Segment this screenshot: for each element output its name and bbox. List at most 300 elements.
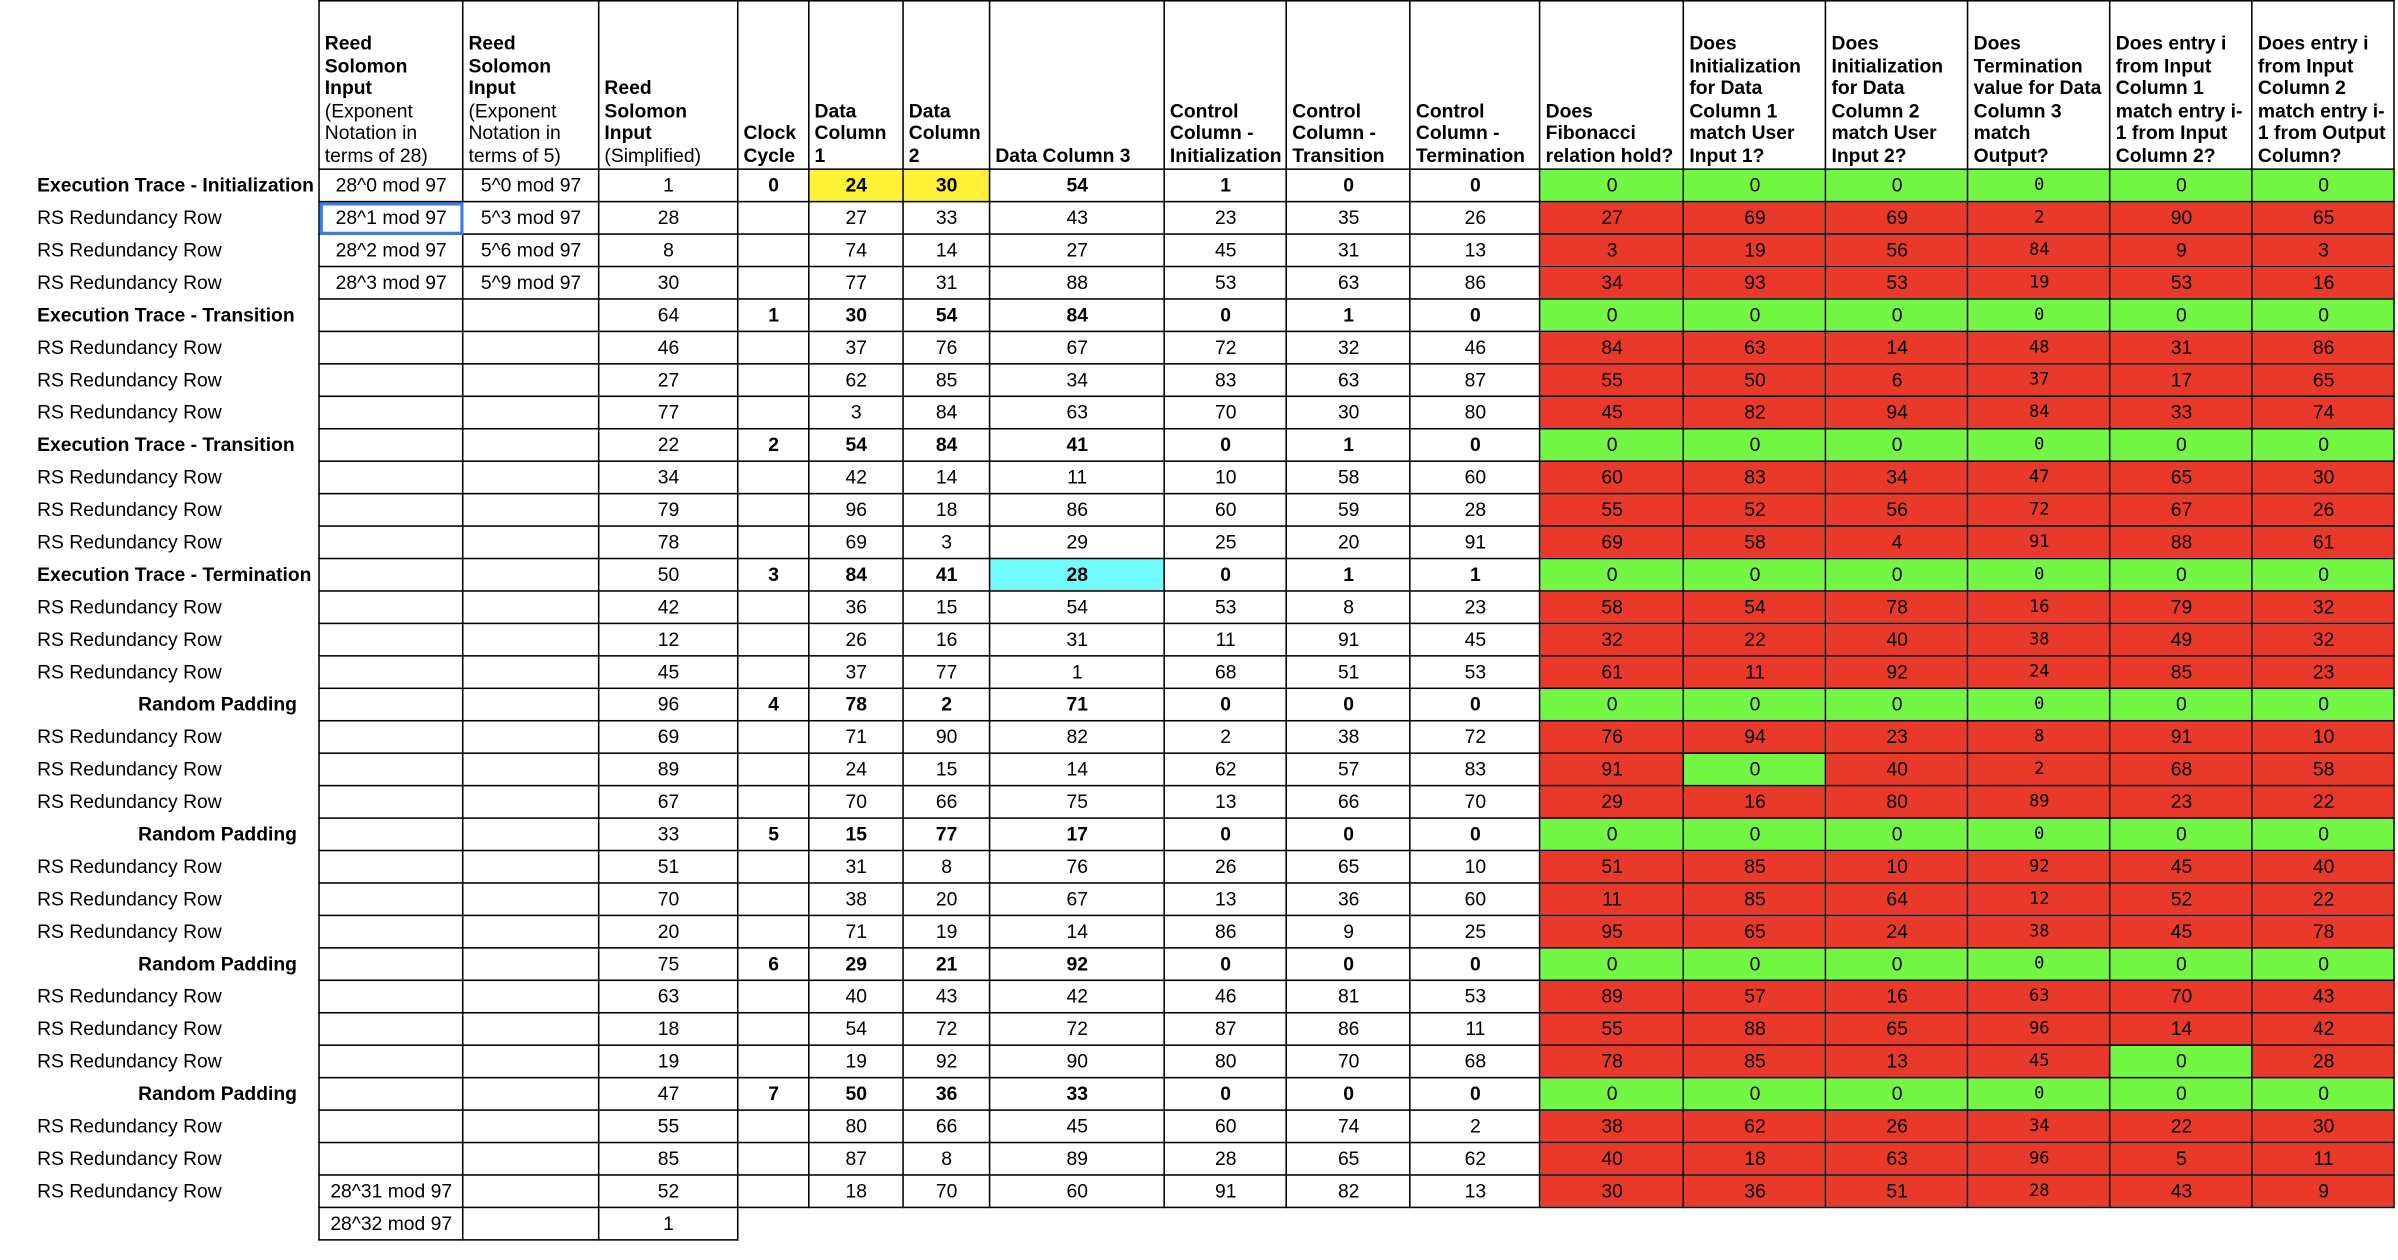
data-col-1-cell[interactable]: 24	[809, 753, 903, 785]
data-col-1-cell[interactable]: 38	[809, 883, 903, 915]
clock-cycle-cell[interactable]	[738, 364, 809, 396]
control-termination-cell[interactable]: 0	[1410, 1078, 1540, 1110]
rs-exp5-cell[interactable]	[463, 429, 599, 461]
control-init-cell[interactable]: 26	[1164, 851, 1286, 883]
check-init-1-cell[interactable]: 85	[1684, 1045, 1826, 1077]
control-init-cell[interactable]: 10	[1164, 461, 1286, 493]
data-col-3-cell[interactable]: 27	[990, 234, 1165, 266]
control-transition-cell[interactable]: 74	[1287, 1110, 1411, 1142]
rs-exp5-cell[interactable]	[463, 623, 599, 655]
rs-simplified-cell[interactable]: 79	[599, 494, 738, 526]
check-copy-2-cell[interactable]: 0	[2253, 948, 2395, 980]
data-col-3-cell[interactable]: 34	[990, 364, 1165, 396]
control-termination-cell[interactable]: 0	[1410, 169, 1540, 201]
header-check-init-1[interactable]: Does Initialization for Data Column 1 match User Input 1?	[1684, 1, 1826, 169]
control-transition-cell[interactable]: 0	[1287, 169, 1411, 201]
rs-exp5-cell[interactable]	[463, 786, 599, 818]
check-fibonacci-cell[interactable]: 3	[1540, 234, 1684, 266]
rs-exp28-cell[interactable]	[319, 656, 463, 688]
check-init-2-cell[interactable]: 10	[1826, 851, 1968, 883]
check-termination-cell[interactable]: 37	[1968, 364, 2110, 396]
data-col-3-cell[interactable]: 1	[990, 656, 1165, 688]
rs-simplified-cell[interactable]: 78	[599, 526, 738, 558]
rs-simplified-cell[interactable]: 46	[599, 331, 738, 363]
rs-simplified-cell[interactable]: 63	[599, 980, 738, 1012]
check-init-1-cell[interactable]: 69	[1684, 202, 1826, 234]
rs-exp28-cell[interactable]	[319, 1045, 463, 1077]
check-init-2-cell[interactable]: 92	[1826, 656, 1968, 688]
check-termination-cell[interactable]: 72	[1968, 494, 2110, 526]
check-init-1-cell[interactable]: 63	[1684, 331, 1826, 363]
rs-simplified-cell[interactable]: 18	[599, 1013, 738, 1045]
check-termination-cell[interactable]: 2	[1968, 753, 2110, 785]
clock-cycle-cell[interactable]	[738, 1175, 809, 1207]
data-col-2-cell[interactable]: 85	[903, 364, 990, 396]
control-termination-cell[interactable]: 10	[1410, 851, 1540, 883]
check-fibonacci-cell[interactable]: 32	[1540, 623, 1684, 655]
control-init-cell[interactable]: 46	[1164, 980, 1286, 1012]
check-init-2-cell[interactable]: 78	[1826, 591, 1968, 623]
data-col-2-cell[interactable]: 33	[903, 202, 990, 234]
check-copy-1-cell[interactable]: 45	[2110, 851, 2252, 883]
check-termination-cell[interactable]: 24	[1968, 656, 2110, 688]
clock-cycle-cell[interactable]: 3	[738, 559, 809, 591]
header-clock-cycle[interactable]: Clock Cycle	[738, 1, 809, 169]
check-init-2-cell[interactable]: 6	[1826, 364, 1968, 396]
data-col-2-cell[interactable]: 72	[903, 1013, 990, 1045]
check-fibonacci-cell[interactable]: 40	[1540, 1143, 1684, 1175]
control-init-cell[interactable]: 80	[1164, 1045, 1286, 1077]
check-init-2-cell[interactable]: 56	[1826, 234, 1968, 266]
check-copy-2-cell[interactable]: 0	[2253, 1078, 2395, 1110]
check-termination-cell[interactable]: 16	[1968, 591, 2110, 623]
check-copy-1-cell[interactable]: 65	[2110, 461, 2252, 493]
data-col-2-cell[interactable]: 8	[903, 1143, 990, 1175]
clock-cycle-cell[interactable]: 1	[738, 299, 809, 331]
data-col-3-cell[interactable]: 72	[990, 1013, 1165, 1045]
control-transition-cell[interactable]: 31	[1287, 234, 1411, 266]
control-transition-cell[interactable]: 63	[1287, 267, 1411, 299]
rs-exp5-cell[interactable]: 5^9 mod 97	[463, 267, 599, 299]
data-col-2-cell[interactable]: 14	[903, 461, 990, 493]
control-transition-cell[interactable]: 1	[1287, 299, 1411, 331]
data-col-2-cell[interactable]: 66	[903, 786, 990, 818]
control-termination-cell[interactable]: 26	[1410, 202, 1540, 234]
rs-exp5-cell[interactable]	[463, 656, 599, 688]
check-copy-1-cell[interactable]: 0	[2110, 169, 2252, 201]
check-init-1-cell[interactable]: 85	[1684, 851, 1826, 883]
header-rs-exp5[interactable]: Reed Solomon Input (Exponent Notation in terms of 5)	[463, 1, 599, 169]
clock-cycle-cell[interactable]	[738, 234, 809, 266]
check-copy-1-cell[interactable]: 88	[2110, 526, 2252, 558]
check-init-1-cell[interactable]: 85	[1684, 883, 1826, 915]
data-col-1-cell[interactable]: 87	[809, 1143, 903, 1175]
control-termination-cell[interactable]: 83	[1410, 753, 1540, 785]
control-transition-cell[interactable]: 30	[1287, 396, 1411, 428]
clock-cycle-cell[interactable]	[738, 883, 809, 915]
check-termination-cell[interactable]: 89	[1968, 786, 2110, 818]
rs-simplified-cell[interactable]: 19	[599, 1045, 738, 1077]
check-fibonacci-cell[interactable]: 0	[1540, 299, 1684, 331]
clock-cycle-cell[interactable]	[738, 851, 809, 883]
rs-exp5-cell[interactable]	[463, 883, 599, 915]
data-col-3-cell[interactable]: 29	[990, 526, 1165, 558]
rs-exp5-cell[interactable]	[463, 299, 599, 331]
control-init-cell[interactable]: 53	[1164, 267, 1286, 299]
check-copy-1-cell[interactable]: 23	[2110, 786, 2252, 818]
control-termination-cell[interactable]: 91	[1410, 526, 1540, 558]
check-copy-2-cell[interactable]: 0	[2253, 818, 2395, 850]
data-col-1-cell[interactable]: 70	[809, 786, 903, 818]
check-copy-1-cell[interactable]: 43	[2110, 1175, 2252, 1207]
check-fibonacci-cell[interactable]: 60	[1540, 461, 1684, 493]
check-init-2-cell[interactable]: 13	[1826, 1045, 1968, 1077]
control-transition-cell[interactable]: 1	[1287, 559, 1411, 591]
clock-cycle-cell[interactable]	[738, 786, 809, 818]
control-init-cell[interactable]: 62	[1164, 753, 1286, 785]
control-transition-cell[interactable]: 20	[1287, 526, 1411, 558]
data-col-3-cell[interactable]: 76	[990, 851, 1165, 883]
control-transition-cell[interactable]: 65	[1287, 851, 1411, 883]
clock-cycle-cell[interactable]: 7	[738, 1078, 809, 1110]
rs-exp28-cell[interactable]	[319, 396, 463, 428]
clock-cycle-cell[interactable]	[738, 721, 809, 753]
check-fibonacci-cell[interactable]: 55	[1540, 364, 1684, 396]
header-data-col-1[interactable]: Data Column 1	[809, 1, 903, 169]
data-col-3-cell[interactable]: 92	[990, 948, 1165, 980]
check-init-1-cell[interactable]: 88	[1684, 1013, 1826, 1045]
rs-simplified-cell[interactable]: 20	[599, 915, 738, 947]
control-transition-cell[interactable]: 32	[1287, 331, 1411, 363]
check-copy-1-cell[interactable]: 90	[2110, 202, 2252, 234]
data-col-2-cell[interactable]: 30	[903, 169, 990, 201]
check-fibonacci-cell[interactable]: 30	[1540, 1175, 1684, 1207]
control-transition-cell[interactable]: 35	[1287, 202, 1411, 234]
data-col-2-cell[interactable]: 54	[903, 299, 990, 331]
control-termination-cell[interactable]: 2	[1410, 1110, 1540, 1142]
data-col-2-cell[interactable]: 76	[903, 331, 990, 363]
check-init-1-cell[interactable]: 93	[1684, 267, 1826, 299]
data-col-1-cell[interactable]: 19	[809, 1045, 903, 1077]
rs-exp5-cell[interactable]	[463, 915, 599, 947]
check-copy-2-cell[interactable]: 22	[2253, 883, 2395, 915]
rs-simplified-cell[interactable]: 1	[599, 169, 738, 201]
rs-simplified-cell[interactable]: 27	[599, 364, 738, 396]
data-col-2-cell[interactable]: 2	[903, 688, 990, 720]
data-col-2-cell[interactable]: 66	[903, 1110, 990, 1142]
data-col-3-cell[interactable]: 60	[990, 1175, 1165, 1207]
rs-exp28-cell[interactable]	[319, 851, 463, 883]
check-termination-cell[interactable]: 38	[1968, 623, 2110, 655]
check-init-1-cell[interactable]: 62	[1684, 1110, 1826, 1142]
clock-cycle-cell[interactable]: 0	[738, 169, 809, 201]
rs-exp5-cell[interactable]: 5^0 mod 97	[463, 169, 599, 201]
check-fibonacci-cell[interactable]: 0	[1540, 429, 1684, 461]
control-termination-cell[interactable]: 86	[1410, 267, 1540, 299]
check-copy-1-cell[interactable]: 70	[2110, 980, 2252, 1012]
check-termination-cell[interactable]: 96	[1968, 1143, 2110, 1175]
check-termination-cell[interactable]: 84	[1968, 234, 2110, 266]
check-init-2-cell[interactable]: 4	[1826, 526, 1968, 558]
check-init-2-cell[interactable]: 24	[1826, 915, 1968, 947]
data-col-3-cell[interactable]: 31	[990, 623, 1165, 655]
check-copy-2-cell[interactable]: 10	[2253, 721, 2395, 753]
check-copy-2-cell[interactable]: 0	[2253, 299, 2395, 331]
control-termination-cell[interactable]: 70	[1410, 786, 1540, 818]
check-fibonacci-cell[interactable]: 0	[1540, 559, 1684, 591]
clock-cycle-cell[interactable]	[738, 753, 809, 785]
rs-exp5-cell[interactable]	[463, 1078, 599, 1110]
data-col-3-cell[interactable]: 67	[990, 331, 1165, 363]
rs-simplified-cell[interactable]: 64	[599, 299, 738, 331]
rs-exp28-cell[interactable]	[319, 818, 463, 850]
check-init-1-cell[interactable]: 54	[1684, 591, 1826, 623]
clock-cycle-cell[interactable]	[738, 591, 809, 623]
check-copy-2-cell[interactable]: 0	[2253, 169, 2395, 201]
rs-simplified-cell[interactable]: 8	[599, 234, 738, 266]
control-init-cell[interactable]: 1	[1164, 169, 1286, 201]
check-copy-1-cell[interactable]: 68	[2110, 753, 2252, 785]
check-copy-1-cell[interactable]: 0	[2110, 1045, 2252, 1077]
rs-exp28-cell[interactable]	[319, 494, 463, 526]
rs-simplified-cell[interactable]: 22	[599, 429, 738, 461]
check-copy-2-cell[interactable]: 23	[2253, 656, 2395, 688]
control-init-cell[interactable]: 60	[1164, 1110, 1286, 1142]
control-termination-cell[interactable]: 0	[1410, 818, 1540, 850]
data-col-3-cell[interactable]: 90	[990, 1045, 1165, 1077]
rs-simplified-cell[interactable]: 1	[599, 1207, 738, 1239]
rs-exp28-cell[interactable]	[319, 526, 463, 558]
data-col-2-cell[interactable]: 77	[903, 818, 990, 850]
check-termination-cell[interactable]: 0	[1968, 818, 2110, 850]
check-init-2-cell[interactable]: 34	[1826, 461, 1968, 493]
control-transition-cell[interactable]: 91	[1287, 623, 1411, 655]
rs-exp28-cell[interactable]	[319, 331, 463, 363]
control-termination-cell[interactable]: 87	[1410, 364, 1540, 396]
check-init-2-cell[interactable]: 94	[1826, 396, 1968, 428]
header-check-init-2[interactable]: Does Initialization for Data Column 2 match User Input 2?	[1826, 1, 1968, 169]
check-init-1-cell[interactable]: 0	[1684, 818, 1826, 850]
data-col-3-cell[interactable]: 71	[990, 688, 1165, 720]
rs-exp5-cell[interactable]	[463, 753, 599, 785]
check-termination-cell[interactable]: 0	[1968, 1078, 2110, 1110]
rs-simplified-cell[interactable]: 34	[599, 461, 738, 493]
clock-cycle-cell[interactable]	[738, 494, 809, 526]
data-col-2-cell[interactable]: 20	[903, 883, 990, 915]
check-copy-2-cell[interactable]: 32	[2253, 591, 2395, 623]
rs-exp28-cell[interactable]	[319, 883, 463, 915]
control-termination-cell[interactable]: 45	[1410, 623, 1540, 655]
rs-exp28-cell[interactable]	[319, 429, 463, 461]
data-col-3-cell[interactable]: 84	[990, 299, 1165, 331]
data-col-3-cell[interactable]: 86	[990, 494, 1165, 526]
control-termination-cell[interactable]: 53	[1410, 656, 1540, 688]
check-termination-cell[interactable]: 0	[1968, 169, 2110, 201]
check-copy-1-cell[interactable]: 9	[2110, 234, 2252, 266]
control-transition-cell[interactable]: 65	[1287, 1143, 1411, 1175]
rs-simplified-cell[interactable]: 89	[599, 753, 738, 785]
check-fibonacci-cell[interactable]: 0	[1540, 688, 1684, 720]
rs-exp28-cell[interactable]	[319, 591, 463, 623]
data-col-3-cell[interactable]: 45	[990, 1110, 1165, 1142]
rs-simplified-cell[interactable]: 30	[599, 267, 738, 299]
check-termination-cell[interactable]: 28	[1968, 1175, 2110, 1207]
data-col-2-cell[interactable]: 43	[903, 980, 990, 1012]
control-transition-cell[interactable]: 58	[1287, 461, 1411, 493]
data-col-1-cell[interactable]: 54	[809, 429, 903, 461]
rs-exp5-cell[interactable]	[463, 396, 599, 428]
check-init-1-cell[interactable]: 58	[1684, 526, 1826, 558]
check-init-2-cell[interactable]: 16	[1826, 980, 1968, 1012]
data-col-3-cell[interactable]: 54	[990, 169, 1165, 201]
check-copy-1-cell[interactable]: 0	[2110, 948, 2252, 980]
rs-exp5-cell[interactable]: 5^6 mod 97	[463, 234, 599, 266]
rs-exp28-cell[interactable]	[319, 1078, 463, 1110]
control-transition-cell[interactable]: 51	[1287, 656, 1411, 688]
check-copy-2-cell[interactable]: 61	[2253, 526, 2395, 558]
rs-exp5-cell[interactable]	[463, 461, 599, 493]
rs-exp28-cell[interactable]	[319, 461, 463, 493]
data-col-1-cell[interactable]: 54	[809, 1013, 903, 1045]
check-fibonacci-cell[interactable]: 0	[1540, 169, 1684, 201]
header-data-col-2[interactable]: Data Column 2	[903, 1, 990, 169]
check-termination-cell[interactable]: 8	[1968, 721, 2110, 753]
control-transition-cell[interactable]: 0	[1287, 1078, 1411, 1110]
clock-cycle-cell[interactable]	[738, 267, 809, 299]
check-copy-1-cell[interactable]: 0	[2110, 559, 2252, 591]
check-copy-1-cell[interactable]: 49	[2110, 623, 2252, 655]
rs-exp5-cell[interactable]	[463, 494, 599, 526]
control-transition-cell[interactable]: 82	[1287, 1175, 1411, 1207]
clock-cycle-cell[interactable]	[738, 656, 809, 688]
control-init-cell[interactable]: 0	[1164, 688, 1286, 720]
check-init-2-cell[interactable]: 0	[1826, 948, 1968, 980]
control-termination-cell[interactable]: 25	[1410, 915, 1540, 947]
rs-exp28-cell[interactable]	[319, 623, 463, 655]
rs-exp28-cell[interactable]: 28^2 mod 97	[319, 234, 463, 266]
check-copy-1-cell[interactable]: 17	[2110, 364, 2252, 396]
clock-cycle-cell[interactable]	[738, 623, 809, 655]
data-col-1-cell[interactable]: 29	[809, 948, 903, 980]
check-copy-1-cell[interactable]: 14	[2110, 1013, 2252, 1045]
control-init-cell[interactable]: 86	[1164, 915, 1286, 947]
data-col-2-cell[interactable]: 14	[903, 234, 990, 266]
control-termination-cell[interactable]: 62	[1410, 1143, 1540, 1175]
data-col-3-cell[interactable]: 17	[990, 818, 1165, 850]
rs-exp28-cell[interactable]: 28^3 mod 97	[319, 267, 463, 299]
clock-cycle-cell[interactable]: 2	[738, 429, 809, 461]
data-col-1-cell[interactable]: 18	[809, 1175, 903, 1207]
data-col-2-cell[interactable]: 84	[903, 429, 990, 461]
control-init-cell[interactable]: 87	[1164, 1013, 1286, 1045]
check-init-2-cell[interactable]: 56	[1826, 494, 1968, 526]
data-col-2-cell[interactable]: 77	[903, 656, 990, 688]
check-fibonacci-cell[interactable]: 29	[1540, 786, 1684, 818]
control-termination-cell[interactable]: 0	[1410, 948, 1540, 980]
rs-exp28-cell[interactable]: 28^1 mod 97	[319, 202, 463, 234]
check-init-2-cell[interactable]: 53	[1826, 267, 1968, 299]
control-init-cell[interactable]: 83	[1164, 364, 1286, 396]
check-init-2-cell[interactable]: 65	[1826, 1013, 1968, 1045]
check-termination-cell[interactable]: 0	[1968, 948, 2110, 980]
rs-exp28-cell[interactable]	[319, 1013, 463, 1045]
control-init-cell[interactable]: 11	[1164, 623, 1286, 655]
control-transition-cell[interactable]: 36	[1287, 883, 1411, 915]
control-init-cell[interactable]: 45	[1164, 234, 1286, 266]
check-termination-cell[interactable]: 0	[1968, 688, 2110, 720]
control-init-cell[interactable]: 28	[1164, 1143, 1286, 1175]
header-rs-simplified[interactable]: Reed Solomon Input (Simplified)	[599, 1, 738, 169]
rs-exp5-cell[interactable]	[463, 1143, 599, 1175]
data-col-1-cell[interactable]: 36	[809, 591, 903, 623]
rs-exp5-cell[interactable]	[463, 721, 599, 753]
data-col-1-cell[interactable]: 15	[809, 818, 903, 850]
check-termination-cell[interactable]: 2	[1968, 202, 2110, 234]
check-termination-cell[interactable]: 0	[1968, 299, 2110, 331]
check-init-1-cell[interactable]: 0	[1684, 948, 1826, 980]
check-termination-cell[interactable]: 48	[1968, 331, 2110, 363]
check-init-1-cell[interactable]: 0	[1684, 688, 1826, 720]
data-col-1-cell[interactable]: 71	[809, 915, 903, 947]
data-col-1-cell[interactable]: 80	[809, 1110, 903, 1142]
rs-exp28-cell[interactable]	[319, 364, 463, 396]
check-init-2-cell[interactable]: 80	[1826, 786, 1968, 818]
header-check-copy-1[interactable]: Does entry i from Input Column 1 match entry i-1 from Input Column 2?	[2110, 1, 2252, 169]
data-col-2-cell[interactable]: 16	[903, 623, 990, 655]
check-copy-2-cell[interactable]: 74	[2253, 396, 2395, 428]
rs-exp5-cell[interactable]	[463, 1110, 599, 1142]
rs-exp5-cell[interactable]	[463, 1013, 599, 1045]
rs-exp28-cell[interactable]	[319, 980, 463, 1012]
control-init-cell[interactable]: 13	[1164, 883, 1286, 915]
check-init-2-cell[interactable]: 0	[1826, 429, 1968, 461]
check-init-2-cell[interactable]: 69	[1826, 202, 1968, 234]
check-termination-cell[interactable]: 0	[1968, 559, 2110, 591]
data-col-2-cell[interactable]: 84	[903, 396, 990, 428]
control-termination-cell[interactable]: 0	[1410, 429, 1540, 461]
check-init-2-cell[interactable]: 0	[1826, 1078, 1968, 1110]
check-init-1-cell[interactable]: 57	[1684, 980, 1826, 1012]
check-fibonacci-cell[interactable]: 76	[1540, 721, 1684, 753]
data-col-2-cell[interactable]: 18	[903, 494, 990, 526]
check-fibonacci-cell[interactable]: 38	[1540, 1110, 1684, 1142]
data-col-3-cell[interactable]: 54	[990, 591, 1165, 623]
check-copy-1-cell[interactable]: 85	[2110, 656, 2252, 688]
header-rs-exp28[interactable]: Reed Solomon Input (Exponent Notation in terms of 28)	[319, 1, 463, 169]
data-col-1-cell[interactable]: 30	[809, 299, 903, 331]
data-col-1-cell[interactable]: 69	[809, 526, 903, 558]
rs-exp28-cell[interactable]	[319, 559, 463, 591]
rs-exp5-cell[interactable]: 5^3 mod 97	[463, 202, 599, 234]
check-copy-2-cell[interactable]: 58	[2253, 753, 2395, 785]
control-init-cell[interactable]: 53	[1164, 591, 1286, 623]
control-termination-cell[interactable]: 72	[1410, 721, 1540, 753]
clock-cycle-cell[interactable]	[738, 1045, 809, 1077]
control-termination-cell[interactable]: 68	[1410, 1045, 1540, 1077]
rs-exp5-cell[interactable]	[463, 1045, 599, 1077]
rs-simplified-cell[interactable]: 77	[599, 396, 738, 428]
data-col-1-cell[interactable]: 37	[809, 331, 903, 363]
rs-exp5-cell[interactable]	[463, 591, 599, 623]
header-check-copy-2[interactable]: Does entry i from Input Column 2 match entry i-1 from Output Column?	[2253, 1, 2395, 169]
check-fibonacci-cell[interactable]: 11	[1540, 883, 1684, 915]
check-init-2-cell[interactable]: 0	[1826, 559, 1968, 591]
data-col-1-cell[interactable]: 37	[809, 656, 903, 688]
check-termination-cell[interactable]: 19	[1968, 267, 2110, 299]
check-copy-2-cell[interactable]: 40	[2253, 851, 2395, 883]
control-init-cell[interactable]: 23	[1164, 202, 1286, 234]
check-init-2-cell[interactable]: 23	[1826, 721, 1968, 753]
